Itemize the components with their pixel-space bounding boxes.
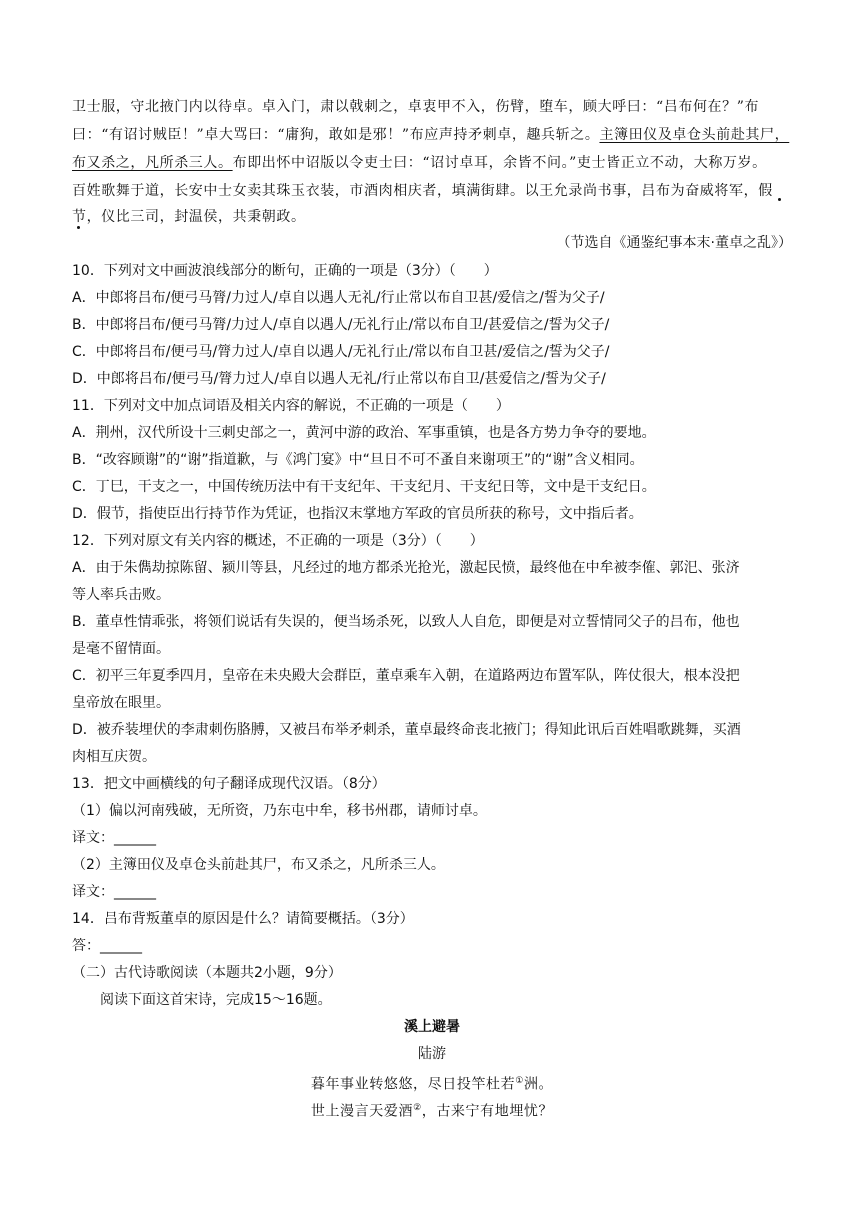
question-11-option-c: C．丁巳，干支之一，中国传统历法中有干支纪年、干支纪月、干支纪日等，文中是干支纪日。 [72, 479, 656, 495]
section-intro: 阅读下面这首宋诗，完成15～16题。 [100, 992, 332, 1008]
passage-line: 节，仪比三司，封温侯，共秉朝政。 [72, 209, 306, 225]
question-11-option-a: A．荆州，汉代所设十三刺史部之一，黄河中游的政治、军事重镇，也是各方势力争夺的要地。 [72, 425, 656, 441]
poem-author: 陆游 [418, 1046, 446, 1062]
question-10-option-b: B．中郎将吕布/便弓马膂/力过人/卓自以遇人/无礼行止/常以布自卫/甚爱信之/誓为父子/ [72, 317, 610, 333]
poem-text: 洲。 [523, 1076, 554, 1093]
question-14-answer: 答：______ [72, 938, 142, 954]
question-11-stem: 11．下列对文中加点词语及相关内容的解说，不正确的一项是（ ） [72, 398, 510, 414]
question-12-option-d: D．被乔装埋伏的李肃刺伤胳膊，又被吕布举矛刺杀，董卓最终命丧北掖门；得知此讯后百姓唱歌跳舞，买酒 [72, 722, 741, 738]
question-12-option-c-cont: 皇帝放在眼里。 [72, 695, 170, 711]
question-13-answer-2: 译文：______ [72, 884, 156, 900]
footnote-marker: ① [515, 1076, 524, 1086]
question-12-option-a: A．由于朱儁劫掠陈留、颍川等县，凡经过的地方都杀光抢光，激起民愤，最终他在中牟被李傕、郭汜、张济 [72, 560, 740, 576]
emphasis-dot [778, 198, 781, 201]
question-14-stem: 14．吕布背叛董卓的原因是什么？请简要概括。（3分） [72, 911, 414, 927]
question-10-option-c: C．中郎将吕布/便弓马/膂力过人/卓自以遇人/无礼行止/常以布自卫甚/爱信之/誓为父子/ [72, 344, 610, 360]
question-12-option-b: B．董卓性情乖张，将领们说话有失误的，便当场杀死，以致人人自危，即便是对立誓情同父子的吕布，他也 [72, 614, 740, 630]
question-12-option-b-cont: 是毫不留情面。 [72, 641, 170, 657]
question-10-option-a: A．中郎将吕布/便弓马膂/力过人/卓自以遇人无礼/行止常以布自卫甚/爱信之/誓为父子/ [72, 290, 605, 306]
question-12-stem: 12．下列对原文有关内容的概述，不正确的一项是（3分）（ ） [72, 533, 484, 549]
passage-line [72, 126, 792, 144]
passage-source: （节选自《通鉴纪事本末·董卓之乱》） [556, 235, 792, 251]
question-12-option-a-cont: 等人率兵击败。 [72, 587, 170, 603]
underlined-sentence: 主簿田仪及卓仓头前赴其尸， [599, 127, 790, 143]
question-12-option-d-cont: 肉相互庆贺。 [72, 749, 156, 765]
question-11-option-d: D．假节，指使臣出行持节作为凭证，也指汉末掌地方军政的官员所获的称号，文中指后者。 [72, 506, 643, 522]
underlined-sentence: 布又杀之，凡所杀三人。 [72, 155, 233, 171]
passage-text: 曰：“有诏讨贼臣！”卓大骂曰：“庸狗，敢如是邪！”布应声持矛刺卓，趣兵斩之。 [72, 127, 600, 143]
poem-text: 世上漫言天爱酒 [310, 1103, 414, 1120]
footnote-marker: ② [413, 1103, 422, 1113]
question-13-stem: 13．把文中画横线的句子翻译成现代汉语。（8分） [72, 776, 386, 792]
question-10-stem: 10．下列对文中画波浪线部分的断句，正确的一项是（3分）（ ） [72, 263, 498, 279]
passage-line: 百姓歌舞于道，长安中士女卖其珠玉衣装，市酒肉相庆者，填满街肆。以王允录尚书事，吕布为奋威将军，假 [72, 183, 773, 199]
passage-text: 布即出怀中诏版以令吏士曰：“诏讨卓耳，余皆不问。”吏士皆正立不动，大称万岁。 [232, 155, 767, 171]
question-13-sentence-2: （2）主簿田仪及卓仓头前赴其尸，布又杀之，凡所杀三人。 [72, 857, 445, 873]
emphasis-dot [77, 226, 80, 229]
poem-line [72, 1099, 792, 1121]
passage-line [72, 154, 792, 172]
passage-line: 卫士服，守北掖门内以待卓。卓入门，肃以戟刺之，卓衷甲不入，伤臂，堕车，顾大呼曰：“吕布何在？”布 [72, 99, 760, 115]
question-13-sentence-1: （1）偏以河南残破，无所资，乃东屯中牟，移书州郡，请师讨卓。 [72, 803, 487, 819]
question-13-answer-1: 译文：______ [72, 830, 156, 846]
question-12-option-c: C．初平三年夏季四月，皇帝在未央殿大会群臣，董卓乘车入朝，在道路两边布置军队，阵仗很大，根本没把 [72, 668, 740, 684]
poem-text: ，古来宁有地埋忧？ [421, 1103, 554, 1120]
poem-line [72, 1072, 792, 1094]
poem-title: 溪上避暑 [404, 1019, 460, 1035]
question-10-option-d: D．中郎将吕布/便弓马/膂力过人/卓自以遇人无礼/行止常以布自卫/甚爱信之/誓为父子/ [72, 371, 606, 387]
poem-text: 暮年事业转悠悠，尽日投竿杜若 [310, 1076, 516, 1093]
section-heading: （二）古代诗歌阅读（本题共2小题，9分） [72, 965, 342, 981]
question-11-option-b: B．“改容顾谢”的“谢”指道歉，与《鸿门宴》中“旦日不可不蚤自来谢项王”的“谢”含义相同。 [72, 452, 644, 468]
